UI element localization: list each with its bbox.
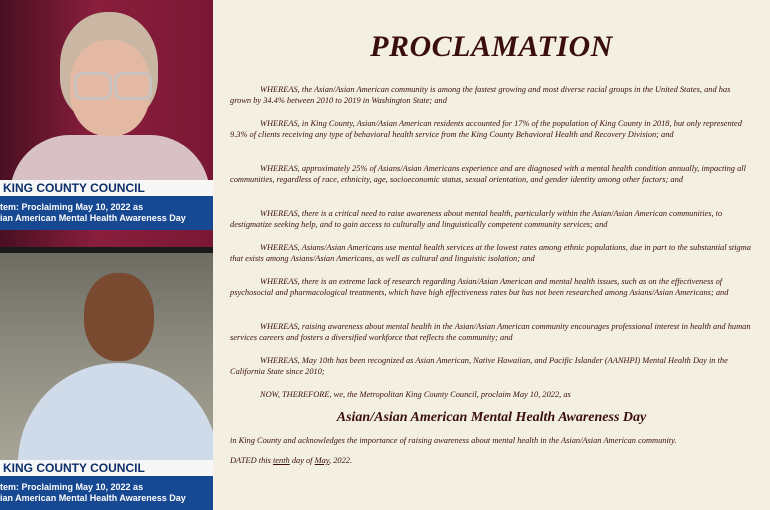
whereas-paragraph: WHEREAS, raising awareness about mental health in the Asian/Asian American community encourages professional interest in health and human services careers and fosters a diversified workforce that reflects the community; and (230, 322, 751, 342)
agenda-item-line1: tem: Proclaiming May 10, 2022 as (0, 482, 144, 492)
whereas-paragraph: WHEREAS, Asians/Asian Americans use mental health services at the lowest rates among ethnic populations, due in part to the substantial stigma that exists among Asians/Asian Americans, as well as cultural and linguistic isolation; and (230, 243, 751, 263)
whereas-paragraph: WHEREAS, there is a critical need to raise awareness about mental health, particularly within the Asian/Asian American communities, to destigmatize seeking help, and to gain access to culturally and linguistically competent community services; and (230, 209, 723, 229)
whereas-paragraph: WHEREAS, the Asian/Asian American community is among the fastest growing and most diverse racial groups in the United States, and has grown by 34.4% between 2010 to 2019 in Washington State; and (230, 85, 731, 105)
glasses-right-lens (114, 72, 152, 100)
lower-third-bottom (0, 460, 213, 510)
video-panel (0, 0, 213, 503)
council-name: KING COUNTY COUNCIL (0, 180, 213, 196)
whereas-paragraph: WHEREAS, in King County, Asian/Asian American residents accounted for 17% of the population of King County in 2018, but only represented 9.3% of clients receiving any type of behavioral health service from the King County Behavioral Health and Recovery Division; and (230, 119, 742, 139)
agenda-item-line1: tem: Proclaiming May 10, 2022 as (0, 202, 144, 212)
document-title: PROCLAMATION (370, 30, 613, 63)
glasses-left-lens (74, 72, 112, 100)
closing-paragraph: in King County and acknowledges the importance of raising awareness about mental health in the Asian/Asian American community. (230, 436, 677, 445)
proclamation-document (213, 0, 770, 500)
speaker-head (84, 273, 154, 361)
whereas-paragraph: WHEREAS, there is an extreme lack of research regarding Asian/Asian American and mental health issues, such as on the effectiveness of psychosocial and pharmacological treatments, which have high effectiveness rates but has not been researched among Asians/Asian Americans; and (230, 277, 729, 297)
agenda-item-banner (0, 476, 213, 510)
whereas-paragraph: WHEREAS, approximately 25% of Asians/Asian Americans experience and are diagnosed with a mental health condition annually, impacting all communities, regardless of race, ethnicity, age, socioeconomic status, sexual orientation, and gender identity among other factors; and (230, 164, 746, 184)
council-name: KING COUNTY COUNCIL (0, 460, 213, 476)
agenda-item-line2: ian American Mental Health Awareness Day (0, 213, 186, 223)
agenda-item-line2: ian American Mental Health Awareness Day (0, 493, 186, 503)
speaker-shirt (18, 363, 213, 473)
lower-third-top (0, 180, 213, 230)
proclaimed-day-heading: Asian/Asian American Mental Health Awareness Day (336, 410, 647, 425)
whereas-paragraph: WHEREAS, May 10th has been recognized as Asian American, Native Hawaiian, and Pacific Islander (AANHPI) Mental Health Day in the California State since 2010; (230, 356, 728, 376)
now-therefore-paragraph: NOW, THEREFORE, we, the Metropolitan King County Council, proclaim May 10, 2022, as (260, 390, 571, 399)
dated-line: DATED this tenth day of May, 2022. (230, 456, 353, 465)
agenda-item-banner (0, 196, 213, 230)
